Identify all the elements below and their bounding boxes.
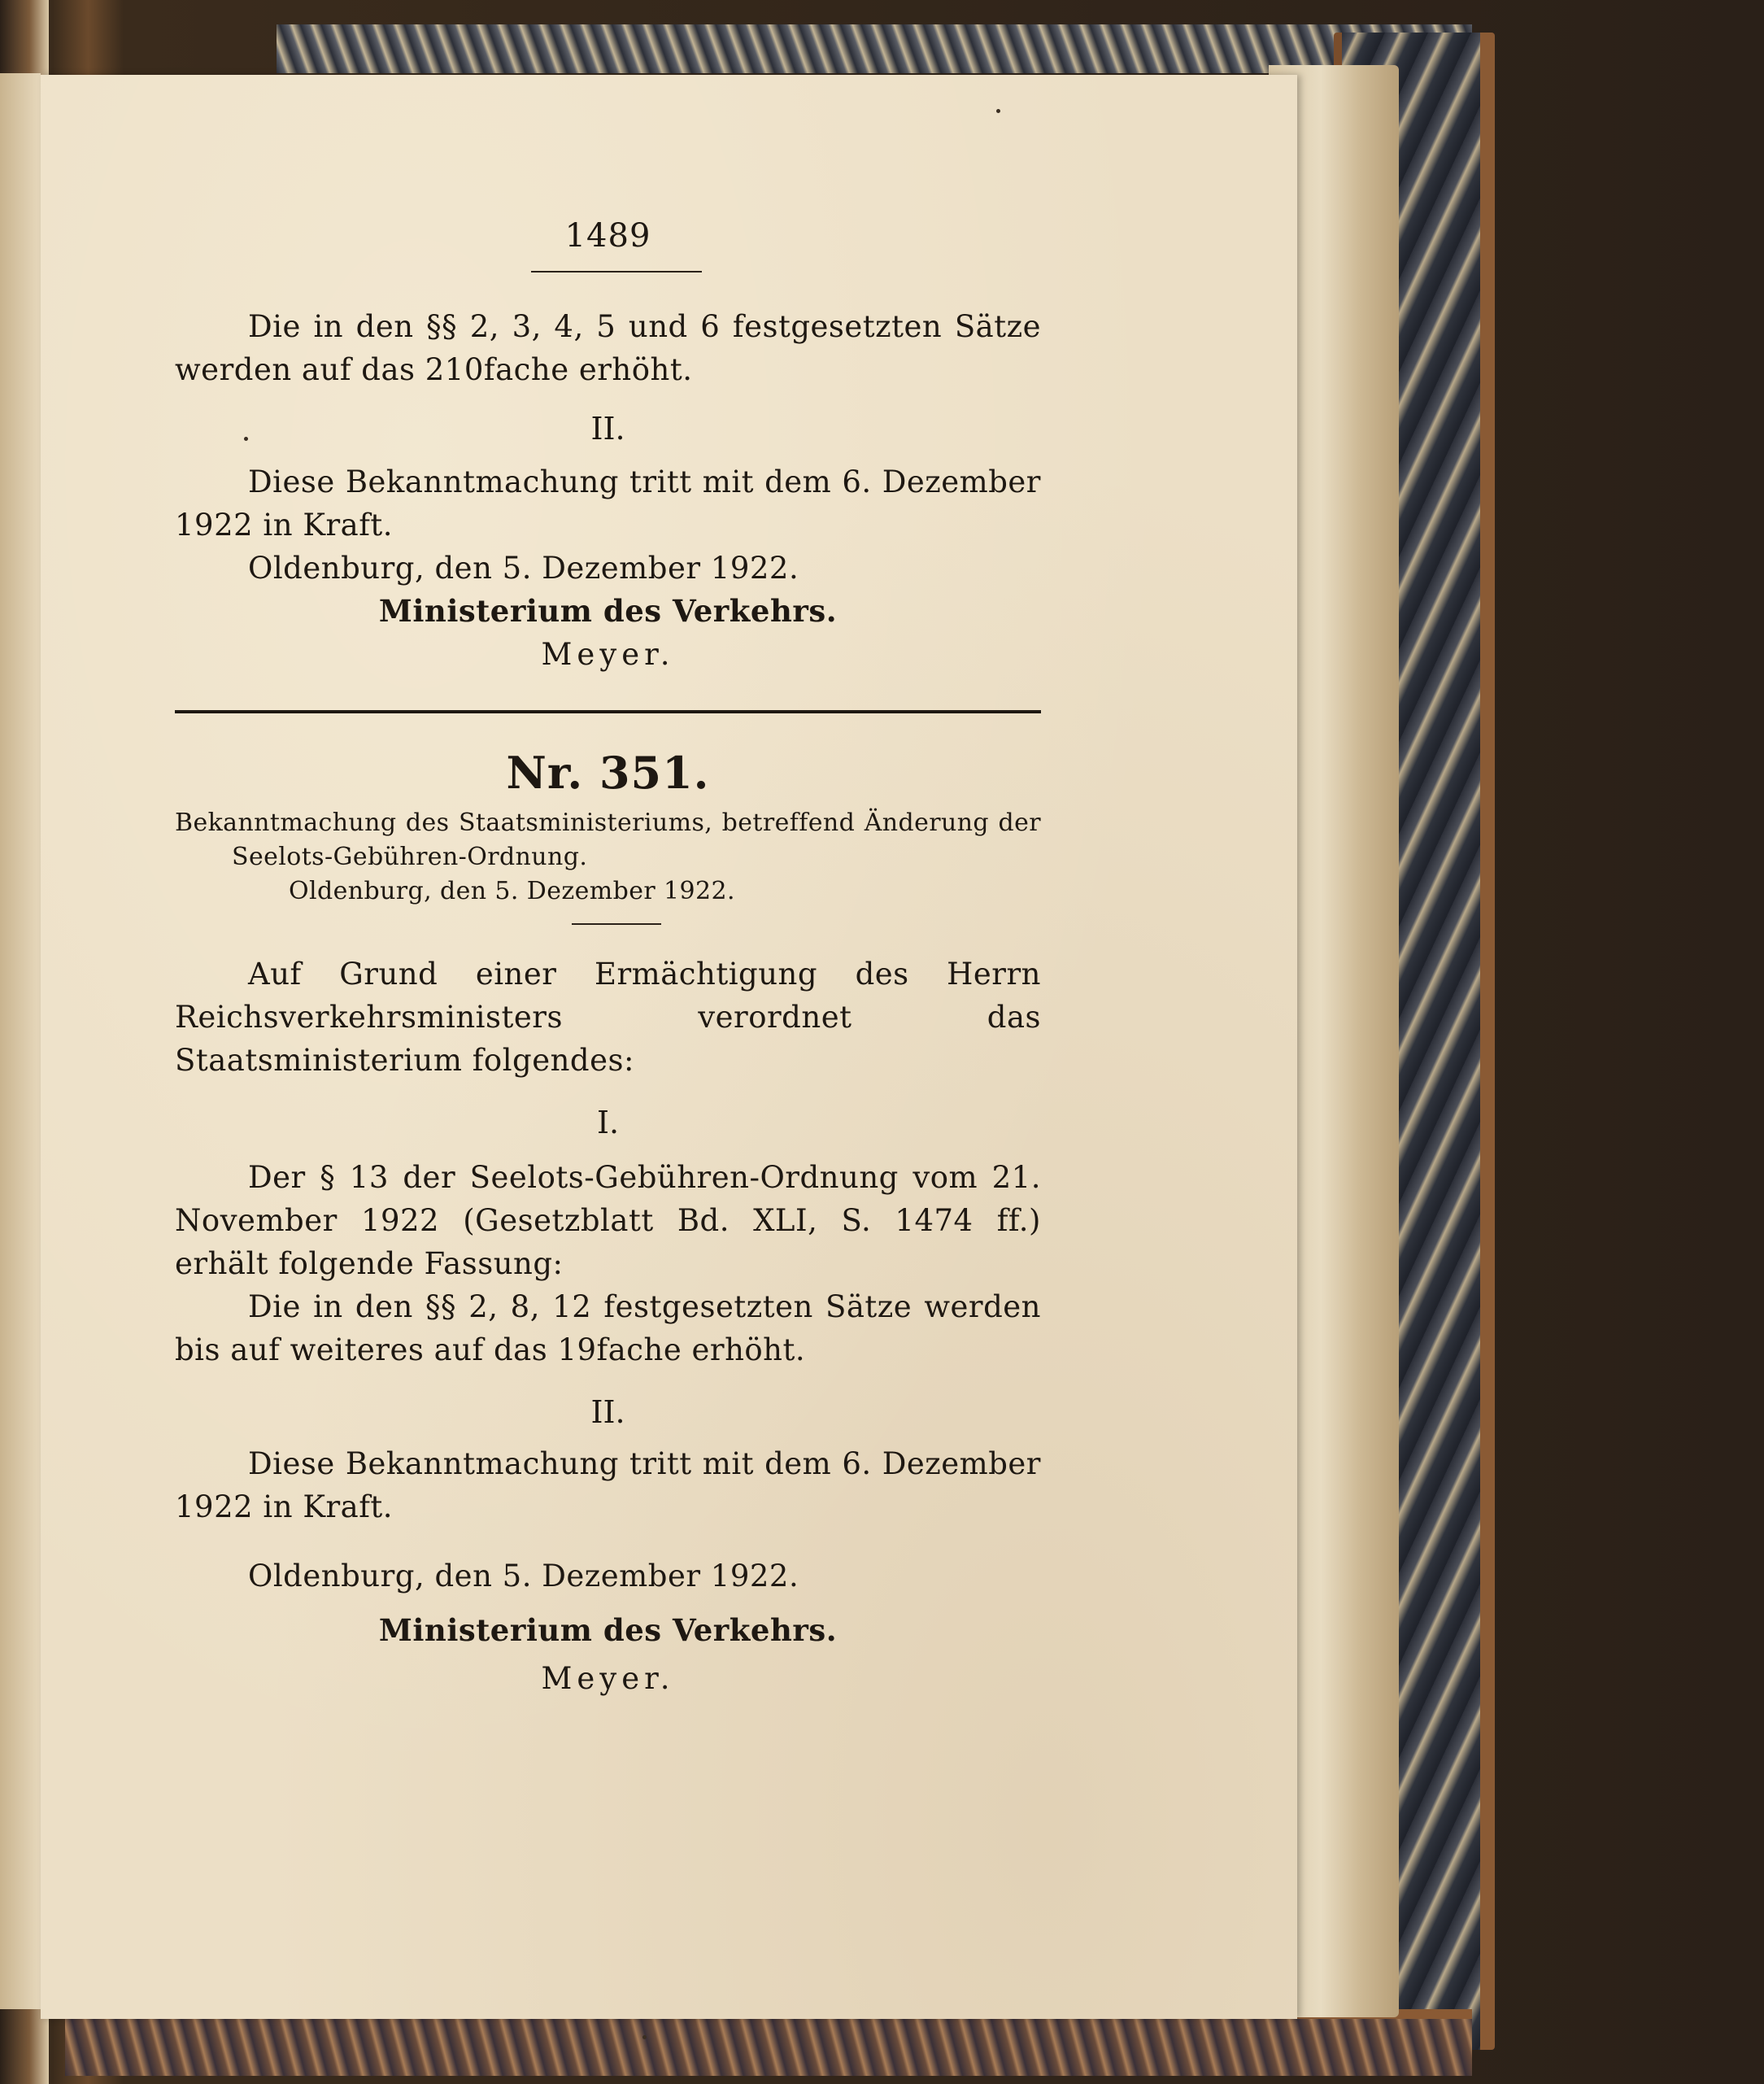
previous-page-edge — [0, 73, 41, 2009]
section-heading-i: I. — [596, 1105, 620, 1140]
top-paragraph: Die in den §§ 2, 3, 4, 5 und 6 festgesetzten Sätze werden auf das 210fache erhöht. — [175, 309, 1041, 387]
ministry-signature: Ministerium des Verkehrs. — [378, 593, 838, 629]
effective-date-paragraph: Diese Bekanntmachung tritt mit dem 6. Dezember 1922 in Kraft. — [175, 464, 1041, 543]
section-heading-ii: II. — [590, 411, 625, 447]
page-text — [175, 217, 1041, 1700]
page-number: 1489 — [564, 217, 651, 255]
new-wording-paragraph: Die in den §§ 2, 8, 12 festgesetzten Sätze werden bis auf weiteres auf das 19fache erhöht. — [175, 1289, 1041, 1367]
notice-summary-line1: Bekanntmachung des Staatsministeriums, betreffend Änderung der — [175, 809, 1041, 837]
notice-place-date: Oldenburg, den 5. Dezember 1922. — [248, 1559, 799, 1594]
notice-summary-line2: Seelots-Gebühren-Ordnung. — [232, 843, 588, 871]
page-number-rule — [531, 271, 702, 272]
notice-summary-line3: Oldenburg, den 5. Dezember 1922. — [289, 877, 735, 905]
paper-speck — [996, 109, 1000, 113]
paper-speck — [642, 2035, 647, 2039]
amendment-paragraph: Der § 13 der Seelots-Gebühren-Ordnung vom 21. November 1922 (Gesetzblatt Bd. XLI, S. 1474 ff.) erhält folgende Fassung: — [175, 1160, 1041, 1281]
notice-number: Nr. 351. — [506, 747, 710, 799]
notice-signer-name: Meyer. — [541, 1661, 675, 1696]
document-page — [41, 75, 1297, 2019]
summary-rule — [572, 923, 661, 925]
place-date: Oldenburg, den 5. Dezember 1922. — [248, 551, 799, 586]
notice-effective-paragraph: Diese Bekanntmachung tritt mit dem 6. Dezember 1922 in Kraft. — [175, 1446, 1041, 1524]
section-heading-ii-notice: II. — [590, 1394, 625, 1430]
signer-name: Meyer. — [541, 637, 675, 672]
intro-paragraph: Auf Grund einer Ermächtigung des Herrn Reichsverkehrsministers verordnet das Staatsministerium folgendes: — [175, 957, 1041, 1078]
notice-ministry-signature: Ministerium des Verkehrs. — [378, 1612, 838, 1648]
marbled-cover-bottom — [65, 2009, 1472, 2076]
